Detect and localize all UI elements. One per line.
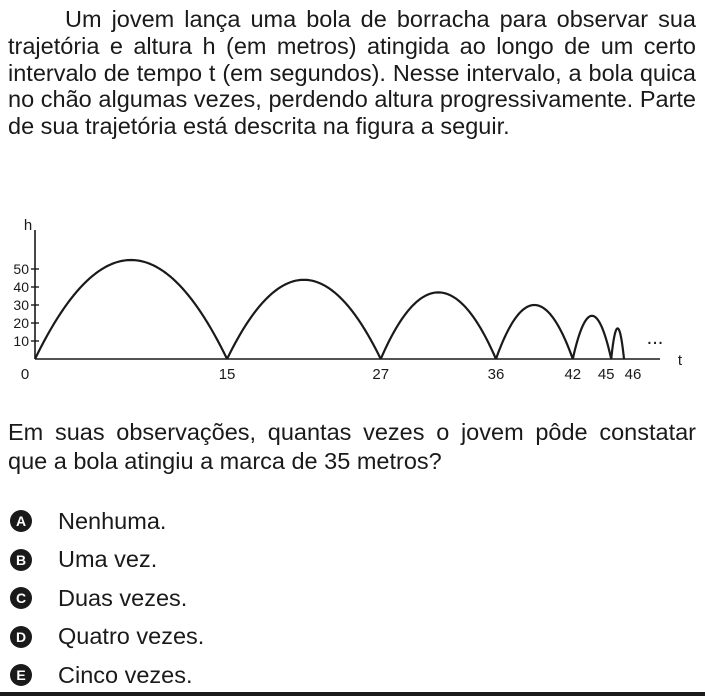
option-text: Nenhuma.	[58, 507, 167, 534]
chart-axes	[21, 217, 683, 383]
option-a[interactable]	[10, 502, 690, 541]
bottom-divider	[0, 692, 705, 696]
bounce-arc	[381, 292, 496, 359]
bounce-arc	[35, 260, 227, 359]
option-letter-badge: E	[10, 664, 32, 686]
x-tick-label: 46	[624, 366, 642, 383]
x-axis-label: t	[677, 352, 683, 369]
y-tick-label: 40	[13, 279, 29, 295]
y-tick-label: 20	[13, 315, 29, 331]
option-letter-badge: C	[10, 587, 32, 609]
bounce-arc	[611, 328, 624, 359]
bounce-arc	[227, 280, 381, 359]
bounce-arc	[496, 305, 573, 359]
option-letter-badge: A	[10, 510, 32, 532]
option-e[interactable]	[10, 656, 690, 695]
x-tick-label: 42	[564, 366, 582, 383]
y-axis-label: h	[23, 217, 33, 234]
option-letter-badge: D	[10, 626, 32, 648]
y-tick-label: 30	[13, 297, 29, 313]
x-tick-label: 27	[372, 366, 390, 383]
option-b[interactable]	[10, 541, 690, 580]
origin-label: 0	[20, 366, 30, 383]
x-ticks	[219, 366, 642, 383]
continuation-ellipsis: ...	[646, 327, 664, 349]
option-c[interactable]	[10, 579, 690, 618]
option-text: Cinco vezes.	[58, 661, 193, 688]
answer-options	[10, 502, 690, 695]
option-text: Duas vezes.	[58, 584, 188, 611]
option-d[interactable]	[10, 618, 690, 657]
option-letter-badge: B	[10, 549, 32, 571]
bounce-arcs	[35, 260, 624, 359]
bounce-trajectory-chart	[0, 212, 705, 387]
option-text: Uma vez.	[58, 546, 158, 573]
bounce-arc	[573, 316, 611, 359]
option-text: Quatro vezes.	[58, 623, 205, 650]
x-tick-label: 36	[487, 366, 505, 383]
x-tick-label: 15	[218, 366, 236, 383]
question-stem: Um jovem lança uma bola de borracha para observar sua trajetória e altura h (em metros) atingida ao longo de um certo intervalo de tempo t (em segundos). Nesse intervalo, a bola quica no chão algumas vezes, perdendo altura progressivamente. Parte de sua trajetória está descrita na figura a seguir.	[8, 6, 696, 140]
y-tick-label: 50	[13, 261, 29, 277]
y-tick-label: 10	[13, 333, 29, 349]
x-tick-label: 45	[597, 366, 615, 383]
question-prompt: Em suas observações, quantas vezes o jovem pôde constatar que a bola atingiu a marca de 35 metros?	[8, 419, 696, 474]
